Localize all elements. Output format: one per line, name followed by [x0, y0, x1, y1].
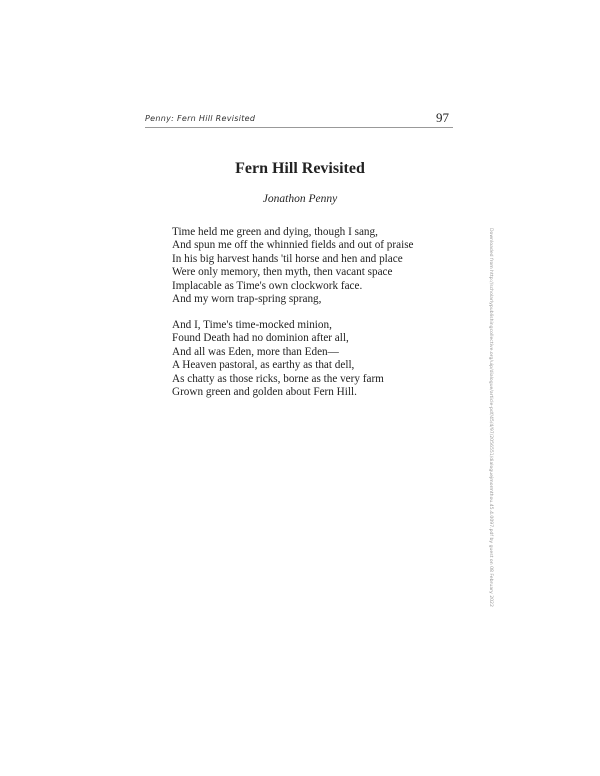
poem-title: Fern Hill Revisited — [235, 160, 365, 177]
poem-line: Implacable as Time's own clockwork face. — [172, 279, 363, 292]
download-watermark: Downloaded from http://scholarlypublishingcollective.org/uip/dialogue/article-pdf/45/4/97/2056551/dialoguejmormthou.45.4.0097.pdf by guest on 08 February 2022 — [488, 228, 493, 607]
running-header — [145, 112, 453, 128]
poem-author: Jonathon Penny — [262, 193, 338, 205]
poem-line: Were only memory, then myth, then vacant space — [172, 266, 393, 279]
page-number: 97 — [436, 110, 449, 125]
poem-line: A Heaven pastoral, as earthy as that dell, — [172, 359, 355, 372]
poem-line: Time held me green and dying, though I sang, — [172, 226, 378, 238]
poem-line: And my worn trap-spring sprang, — [172, 293, 322, 306]
stanza-1 — [172, 226, 414, 306]
poem-line: Grown green and golden about Fern Hill. — [172, 386, 357, 399]
poem-line: And all was Eden, more than Eden— — [172, 345, 339, 358]
stanza-2 — [172, 319, 384, 399]
poem-line: And spun me off the whinnied fields and out of praise — [172, 239, 414, 252]
running-head-title: Penny: Fern Hill Revisited — [145, 114, 256, 123]
poem-line: Found Death had no dominion after all, — [172, 332, 349, 345]
poem-line: As chatty as those ricks, borne as the very farm — [172, 372, 384, 385]
poem-line: And I, Time's time-mocked minion, — [172, 319, 332, 331]
poem-line: In his big harvest hands 'til horse and hen and place — [172, 252, 403, 265]
